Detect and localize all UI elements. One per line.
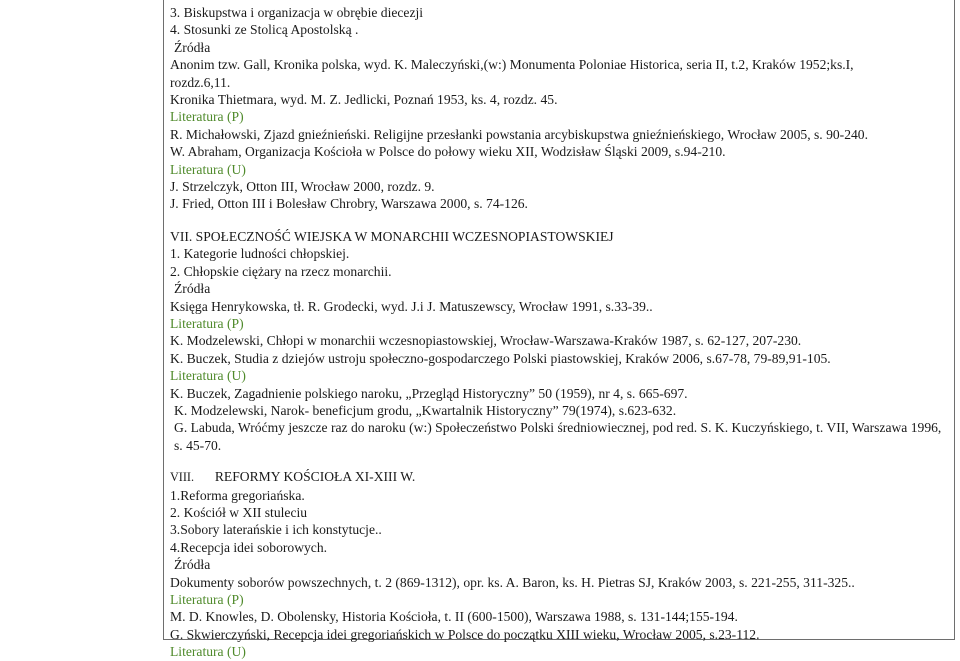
topic-item: 1. Kategorie ludności chłopskiej. bbox=[170, 246, 350, 262]
literature-basic-heading: Literatura (P) bbox=[170, 592, 244, 607]
literature-entry: G. Skwierczyński, Recepcja idei gregoriańskich w Polsce do początku XIII wieku, Wrocław 2005, s.23-112. bbox=[170, 626, 760, 642]
literature-entry: K. Buczek, Zagadnienie polskiego naroku, „Przegląd Historyczny” 50 (1959), nr 4, s. 665-697. bbox=[170, 385, 688, 401]
literature-entry: G. Labuda, Wróćmy jeszcze raz do naroku (w:) Społeczeństwo Polski średniowiecznej, pod red. S. K. Kuczyńskiego, t. VII, Warszawa 1996, s. 45-70. bbox=[174, 420, 942, 453]
literature-supplementary-heading: Literatura (U) bbox=[170, 161, 246, 177]
source-entry: Anonim tzw. Gall, Kronika polska, wyd. K. Maleczyński,(w:) Monumenta Poloniae Historica, seria II, t.2, Kraków 1952;ks.I, bbox=[170, 57, 854, 73]
literature-entry: R. Michałowski, Zjazd gnieźnieński. Religijne przesłanki powstania arcybiskupstwa gnieźnieńskiego, Wrocław 2005, s. 90-240. bbox=[170, 126, 868, 142]
section-title: REFORMY KOŚCIOŁA XI-XIII W. bbox=[214, 469, 416, 485]
topic-item: 3.Sobory laterańskie i ich konstytucje.. bbox=[170, 522, 382, 538]
literature-supplementary-heading: Literatura (U) bbox=[170, 368, 246, 384]
literature-entry: K. Modzelewski, Chłopi w monarchii wczesnopiastowskiej, Wrocław-Warszawa-Kraków 1987, s. 62-127, 207-230. bbox=[170, 333, 802, 349]
sources-heading: Źródła bbox=[174, 39, 211, 55]
source-entry-cont: rozdz.6,11. bbox=[170, 74, 231, 90]
literature-supplementary-heading: Literatura (U) bbox=[170, 644, 246, 660]
section-heading: VII. SPOŁECZNOŚĆ WIEJSKA W MONARCHII WCZESNOPIASTOWSKIEJ bbox=[170, 228, 614, 244]
literature-entry: J. Strzelczyk, Otton III, Wrocław 2000, rozdz. 9. bbox=[170, 179, 435, 195]
topic-item: 1.Reforma gregoriańska. bbox=[170, 487, 305, 503]
source-entry: Dokumenty soborów powszechnych, t. 2 (869-1312), opr. ks. A. Baron, ks. H. Pietras SJ, Kraków 2003, s. 221-255, 311-325.. bbox=[170, 574, 855, 590]
topic-item: 2. Chłopskie ciężary na rzecz monarchii. bbox=[170, 263, 392, 279]
topic-item: 2. Kościół w XII stuleciu bbox=[170, 504, 308, 520]
source-entry: Kronika Thietmara, wyd. M. Z. Jedlicki, Poznań 1953, ks. 4, rozdz. 45. bbox=[170, 92, 558, 108]
topic-item: 3. Biskupstwa i organizacja w obrębie diecezji bbox=[170, 5, 424, 20]
literature-basic-heading: Literatura (P) bbox=[170, 109, 244, 125]
table-left-border bbox=[163, 0, 164, 640]
literature-entry: J. Fried, Otton III i Bolesław Chrobry, Warszawa 2000, s. 74-126. bbox=[170, 196, 528, 212]
topic-item: 4.Recepcja idei soborowych. bbox=[170, 539, 328, 555]
section-heading bbox=[170, 468, 952, 486]
section-number: VIII. bbox=[170, 470, 195, 485]
source-entry: Księga Henrykowska, tł. R. Grodecki, wyd. J.i J. Matuszewscy, Wrocław 1991, s.33-39.. bbox=[170, 298, 653, 314]
literature-entry: K. Modzelewski, Narok- beneficjum grodu, „Kwartalnik Historyczny” 79(1974), s.623-632. bbox=[174, 402, 677, 418]
sources-heading: Źródła bbox=[174, 281, 211, 297]
literature-entry: K. Buczek, Studia z dziejów ustroju społeczno-gospodarczego Polski piastowskiej, Kraków 2006, s.67-78, 79-89,91-105. bbox=[170, 350, 831, 366]
literature-basic-heading: Literatura (P) bbox=[170, 315, 244, 331]
sources-heading: Źródła bbox=[174, 557, 211, 573]
literature-entry: W. Abraham, Organizacja Kościoła w Polsce do połowy wieku XII, Wodzisław Śląski 2009, s.94-210. bbox=[170, 144, 726, 160]
spacer bbox=[170, 213, 952, 228]
topic-item: 4. Stosunki ze Stolicą Apostolską . bbox=[170, 22, 359, 38]
syllabus-cell bbox=[170, 4, 952, 661]
spacer bbox=[170, 454, 952, 468]
literature-entry: M. D. Knowles, D. Obolensky, Historia Kościoła, t. II (600-1500), Warszawa 1988, s. 131-144;155-194. bbox=[170, 609, 738, 625]
table-right-border bbox=[954, 0, 955, 640]
